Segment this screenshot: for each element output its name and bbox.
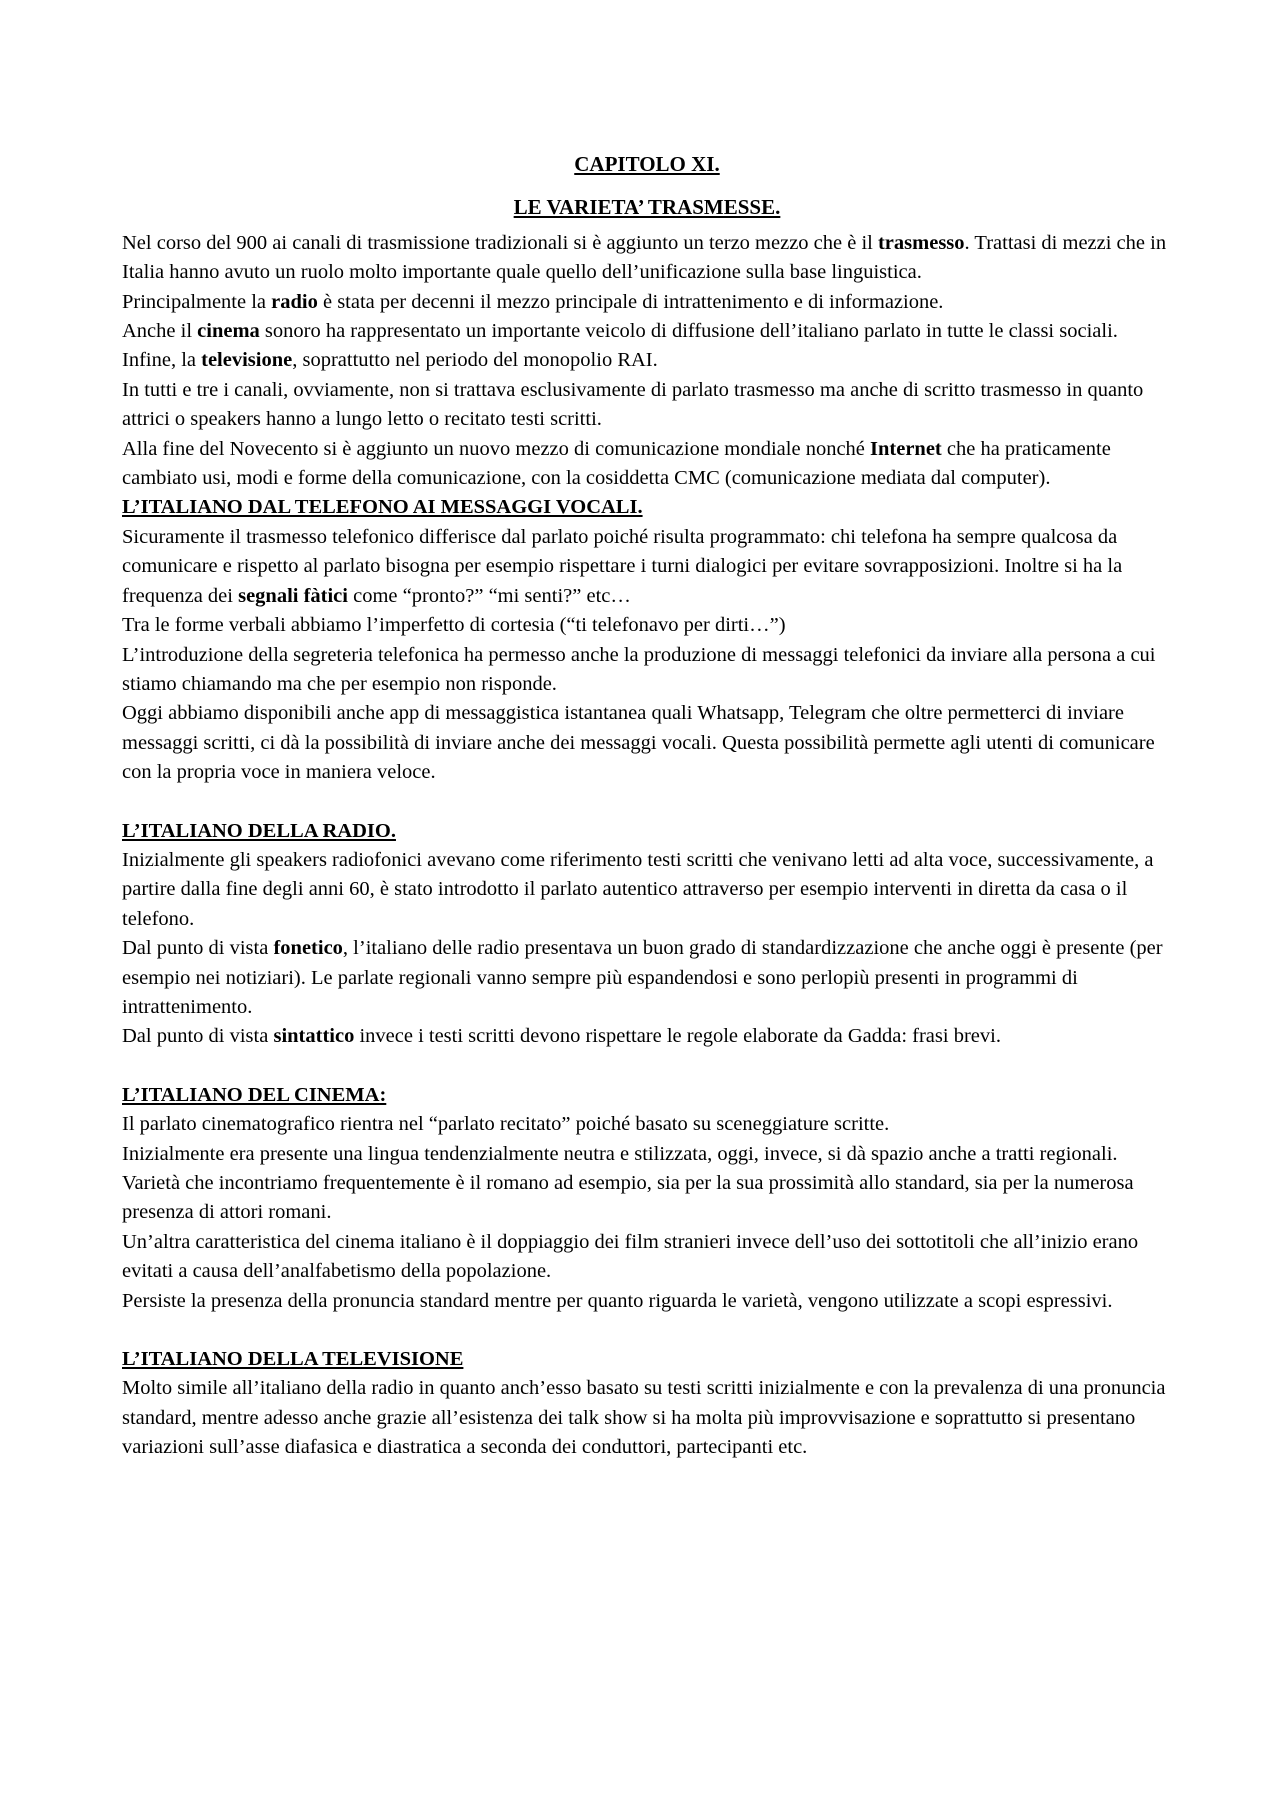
text-run: Inizialmente era presente una lingua tendenzialmente neutra e stilizzata, oggi, invece, si dà spazio anche a tratti regionali. Varietà che incontriamo frequentemente è il romano ad esempio, sia per la sua prossimità allo standard, sia per la numerosa presenza di attori romani. <box>122 1142 1134 1224</box>
section-heading: L’ITALIANO DEL CINEMA: <box>122 1083 387 1106</box>
intro-paragraph <box>122 376 1172 435</box>
text-run: Nel corso del 900 ai canali di trasmissione tradizionali si è aggiunto un terzo mezzo che è il <box>122 231 878 254</box>
bold-term: fonetico <box>273 937 343 960</box>
intro-paragraph <box>122 229 1172 288</box>
section-paragraph <box>122 1374 1172 1462</box>
section-paragraph <box>122 1287 1172 1316</box>
section-paragraph <box>122 699 1172 787</box>
text-run: L’introduzione della segreteria telefonica ha permesso anche la produzione di messaggi telefonici da inviare alla persona a cui stiamo chiamando ma che per esempio non risponde. <box>122 643 1156 695</box>
section <box>122 493 1172 787</box>
text-run: Dal punto di vista <box>122 1025 274 1048</box>
text-run: è stata per decenni il mezzo principale di intrattenimento e di informazione. <box>317 290 944 313</box>
section <box>122 1081 1172 1316</box>
section-heading: L’ITALIANO DELLA TELEVISIONE <box>122 1348 464 1371</box>
section-heading: L’ITALIANO DAL TELEFONO AI MESSAGGI VOCALI. <box>122 496 643 519</box>
text-run: In tutti e tre i canali, ovviamente, non si trattava esclusivamente di parlato trasmesso ma anche di scritto trasmesso in quanto attrici o speakers hanno a lungo letto o recitato testi scritti. <box>122 378 1144 431</box>
text-run: invece i testi scritti devono rispettare le regole elaborate da Gadda: frasi brevi. <box>354 1025 1001 1048</box>
intro-paragraph <box>122 435 1172 494</box>
section-paragraph <box>122 1140 1172 1228</box>
chapter-title: CAPITOLO XI. <box>574 152 720 176</box>
section-paragraph <box>122 934 1172 1022</box>
intro-paragraph <box>122 346 1172 375</box>
section-paragraph <box>122 846 1172 934</box>
intro-paragraph <box>122 317 1172 346</box>
text-run: Persiste la presenza della pronuncia standard mentre per quanto riguarda le varietà, vengono utilizzate a scopi espressivi. <box>122 1289 1113 1312</box>
text-run: Oggi abbiamo disponibili anche app di messaggistica istantanea quali Whatsapp, Telegram che oltre permetterci di inviare messaggi scritti, ci dà la possibilità di inviare anche dei messaggi vocali. Questa possibilità permette agli utenti di comunicare con la propria voce in maniera veloce. <box>122 702 1155 784</box>
bold-term: cinema <box>197 320 260 343</box>
text-run: Dal punto di vista <box>122 937 274 960</box>
section-paragraph <box>122 1228 1172 1287</box>
intro-paragraph <box>122 288 1172 317</box>
text-run: , l’italiano delle radio presentava un buon grado di standardizzazione che anche oggi è presente (per esempio nei notiziari). Le parlate regionali vanno sempre più espandendosi e sono perlopiù presenti in programmi di intrattenimento. <box>122 937 1163 1018</box>
text-run: come “pronto?” “mi senti?” etc… <box>347 584 631 607</box>
text-run: Anche il <box>122 320 198 343</box>
bold-term: sintattico <box>273 1025 355 1048</box>
section-heading: L’ITALIANO DELLA RADIO. <box>122 819 396 842</box>
text-run: sonoro ha rappresentato un importante veicolo di diffusione dell’italiano parlato in tutte le classi sociali. <box>259 320 1118 343</box>
section-paragraph <box>122 1022 1172 1051</box>
section-paragraph <box>122 641 1172 700</box>
chapter-subtitle: LE VARIETA’ TRASMESSE. <box>513 195 781 220</box>
text-run: Tra le forme verbali abbiamo l’imperfetto di cortesia (“ti telefonavo per dirti…”) <box>122 614 786 637</box>
text-run: Inizialmente gli speakers radiofonici avevano come riferimento testi scritti che venivano letti ad alta voce, successivamente, a partire dalla fine degli anni 60, è stato introdotto il parlato autentico attraverso per esempio interventi in diretta da casa o il telefono. <box>122 848 1154 930</box>
text-run: Il parlato cinematografico rientra nel “parlato recitato” poiché basato su sceneggiature scritte. <box>122 1113 890 1136</box>
document-page <box>122 150 1172 1463</box>
section <box>122 1345 1172 1463</box>
text-run: che ha praticamente cambiato usi, modi e forme della comunicazione, con la cosiddetta CMC (comunicazione mediata dal computer). <box>122 437 1111 490</box>
bold-term: televisione <box>201 349 293 372</box>
text-run: . Trattasi di mezzi che in Italia hanno avuto un ruolo molto importante quale quello dell’unificazione sulla base linguistica. <box>122 231 1167 284</box>
section-paragraph <box>122 1110 1172 1139</box>
text-run: Sicuramente il trasmesso telefonico differisce dal parlato poiché risulta programmato: chi telefona ha sempre qualcosa da comunicare e rispetto al parlato bisogna per esempio rispettare i turni dialogici per evitare sovrapposizioni. Inoltre si ha la frequenza dei <box>122 525 1123 607</box>
bold-term: segnali fàtici <box>238 584 348 607</box>
text-run: Un’altra caratteristica del cinema italiano è il doppiaggio dei film stranieri invece dell’uso dei sottotitoli che all’inizio erano evitati a causa dell’analfabetismo della popolazione. <box>122 1230 1139 1283</box>
text-run: Molto simile all’italiano della radio in quanto anch’esso basato su testi scritti inizialmente e con la prevalenza di una pronuncia standard, mentre adesso anche grazie all’esistenza dei talk show si ha molta più improvvisazione e soprattutto si presentano variazioni sull’asse diafasica e diastratica a seconda dei conduttori, partecipanti etc. <box>122 1377 1166 1459</box>
text-run: Alla fine del Novecento si è aggiunto un nuovo mezzo di comunicazione mondiale nonché <box>122 437 871 460</box>
sections-container <box>122 493 1172 1462</box>
text-run: , soprattutto nel periodo del monopolio RAI. <box>292 349 658 372</box>
bold-term: Internet <box>870 437 942 460</box>
section <box>122 817 1172 1052</box>
bold-term: trasmesso <box>877 231 965 254</box>
section-paragraph <box>122 611 1172 640</box>
section-paragraph <box>122 523 1172 611</box>
text-run: Principalmente la <box>122 290 272 313</box>
intro-block <box>122 229 1172 494</box>
text-run: Infine, la <box>122 349 202 372</box>
bold-term: radio <box>271 290 318 313</box>
